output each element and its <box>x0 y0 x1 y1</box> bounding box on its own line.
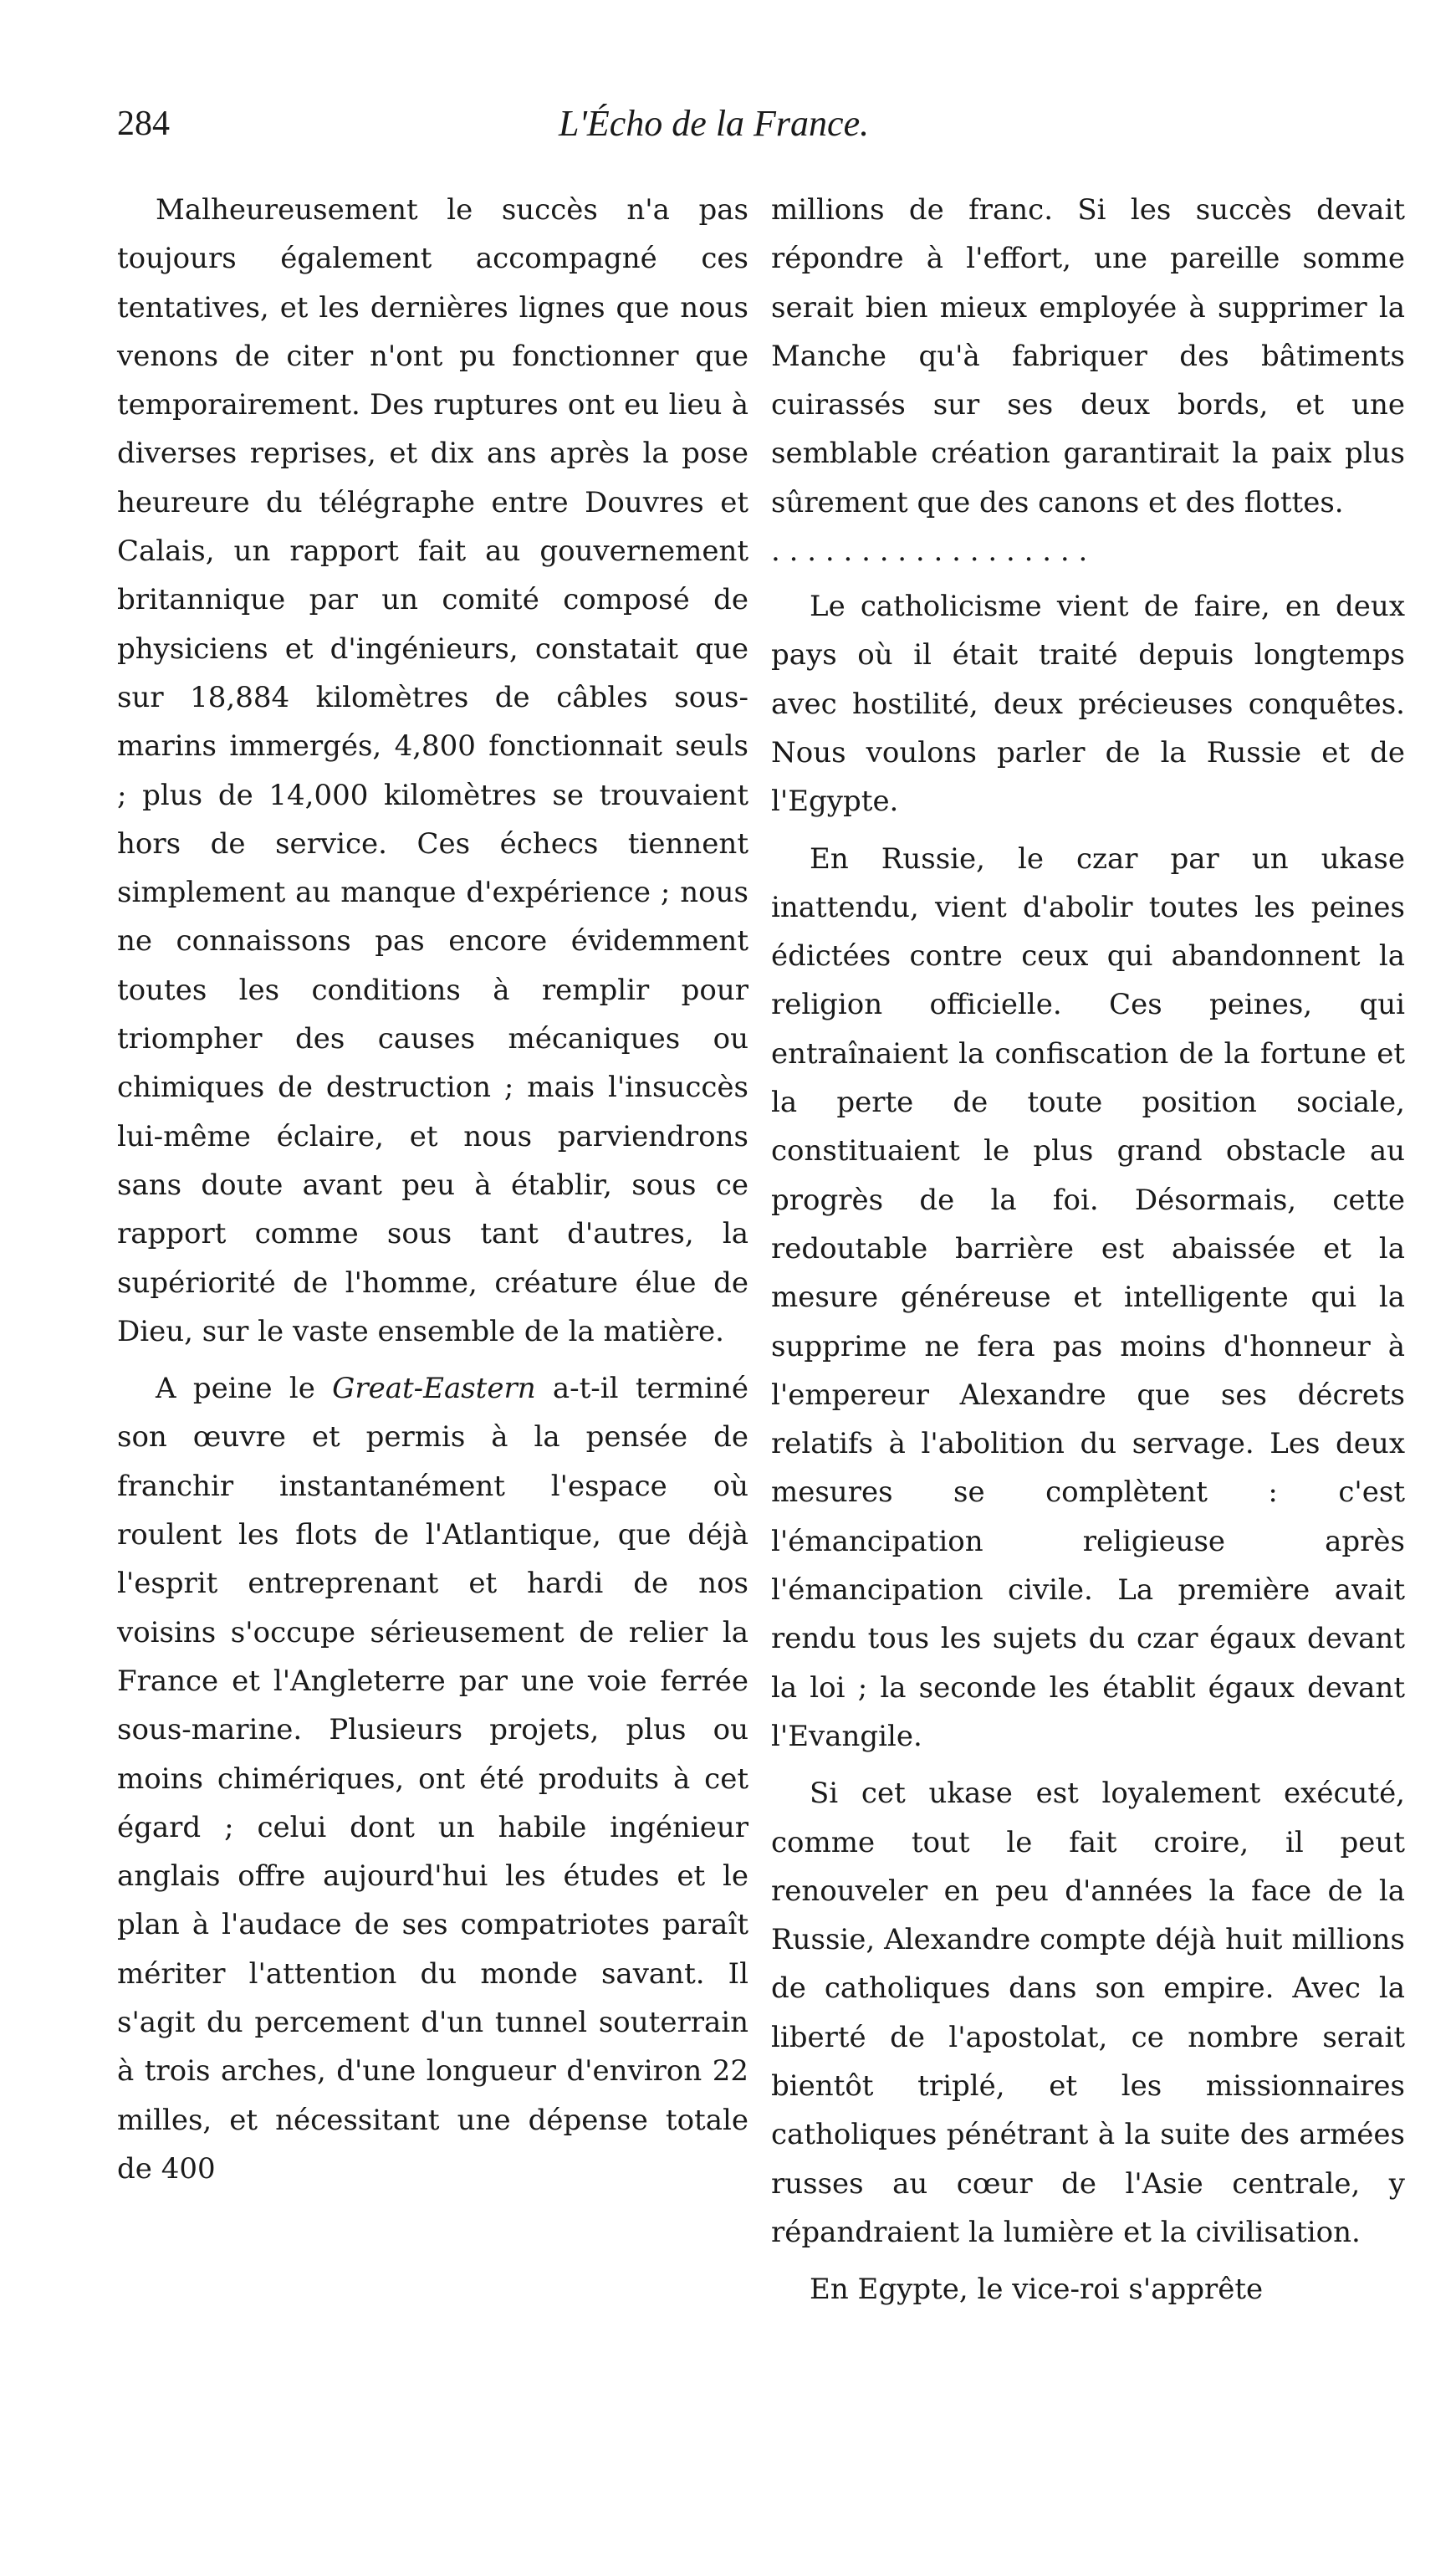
paragraph-channel-tunnel <box>117 1364 748 2193</box>
paragraph-egypt-viceroy: En Egypte, le vice-roi s'apprête <box>810 2273 1264 2307</box>
paragraph-russia-catholics: Si cet ukase est loyalement exécuté, comme tout le fait croire, il peut renouveler en peu d'années la face de la Russie, Alexandre compte déjà huit millions de catholiques dans son empire. Avec la liberté de l'apostolat, ce nombre serait bientôt triplé, et les missionnaires catholiques pénétrant à la suite des armées russes au cœur de l'Asie centrale, y répandraient la lumière et la civilisation. <box>771 1777 1405 2249</box>
right-column <box>771 186 1405 2314</box>
section-separator-dots: . . . . . . . . . . . . . . . . . . <box>771 534 1088 569</box>
paragraph-channel-tunnel-intro: A peine le <box>156 1372 333 1406</box>
paragraph-telegraph-cables: Malheureusement le succès n'a pas toujours également accompagné ces tentatives, et les dernières lignes que nous venons de citer n'ont pu fonctionner que temporairement. Des ruptures ont eu lieu à diverses reprises, et dix ans après la pose heureure du télégraphe entre Douvres et Calais, un rapport fait au gouvernement britannique par un comité composé de physiciens et d'ingénieurs, constatait que sur 18,884 kilomètres de câbles sous-marins immergés, 4,800 fonctionnait seuls ; plus de 14,000 kilomètres se trouvaient hors de service. Ces échecs tiennent simplement au manque d'expérience ; nous ne connaissons pas encore évidemment toutes les conditions à remplir pour triompher des causes mécaniques ou chimiques de destruction ; mais l'insuccès lui-même éclaire, et nous parviendrons sans doute avant peu à établir, sous ce rapport comme sous tant d'autres, la supériorité de l'homme, créature élue de Dieu, sur le vaste ensemble de la matière. <box>117 193 748 1348</box>
left-column <box>117 186 748 2193</box>
paragraph-russia-ukase: En Russie, le czar par un ukase inattendu, vient d'abolir toutes les peines édictées contre ceux qui abandonnent la religion officielle. Ces peines, qui entraînaient la confiscation de la fortune et la perte de toute position sociale, constituaient le plus grand obstacle au progrès de la foi. Désormais, cette redoutable barrière est abaissée et la mesure généreuse et intelligente qui la supprime ne fera pas moins d'honneur à l'empereur Alexandre que ses décrets relatifs à l'abolition du servage. Les deux mesures se complètent : c'est l'émancipation religieuse après l'émancipation civile. La première avait rendu tous les sujets du czar égaux devant la loi ; la seconde les établit égaux devant l'Evangile. <box>771 841 1405 1753</box>
page-number: 284 <box>117 105 170 143</box>
ship-name-great-eastern: Great-Eastern <box>332 1372 536 1406</box>
running-title: L'Écho de la France. <box>559 103 870 144</box>
paragraph-catholicism-intro: Le catholicisme vient de faire, en deux pays où il était traité depuis longtemps avec hostilité, deux précieuses conquêtes. Nous voulons parler de la Russie et de l'Egypte. <box>771 590 1405 819</box>
page-header <box>0 99 1456 166</box>
paragraph-channel-tunnel-body: a-t-il terminé son œuvre et permis à la pensée de franchir instantanément l'espace où roulent les flots de l'Atlantique, que déjà l'esprit entreprenant et hardi de nos voisins s'occupe sérieusement de relier la France et l'Angleterre par une voie ferrée sous-marine. Plusieurs projets, plus ou moins chimériques, ont été produits à cet égard ; celui dont un habile ingénieur anglais offre aujourd'hui les études et le plan à l'audace de ses compatriotes paraît mériter l'attention du monde savant. Il s'agit du percement d'un tunnel souterrain à trois arches, d'une longueur d'environ 22 milles, et nécessitant une dépense totale de 400 <box>117 1372 748 2186</box>
paragraph-channel-cost-continued: millions de franc. Si les succès devait répondre à l'effort, une pareille somme serait bien mieux employée à supprimer la Manche qu'à fabriquer des bâtiments cuirassés sur ses deux bords, et une semblable création garantirait la paix plus sûrement que des canons et des flottes. <box>771 193 1405 519</box>
